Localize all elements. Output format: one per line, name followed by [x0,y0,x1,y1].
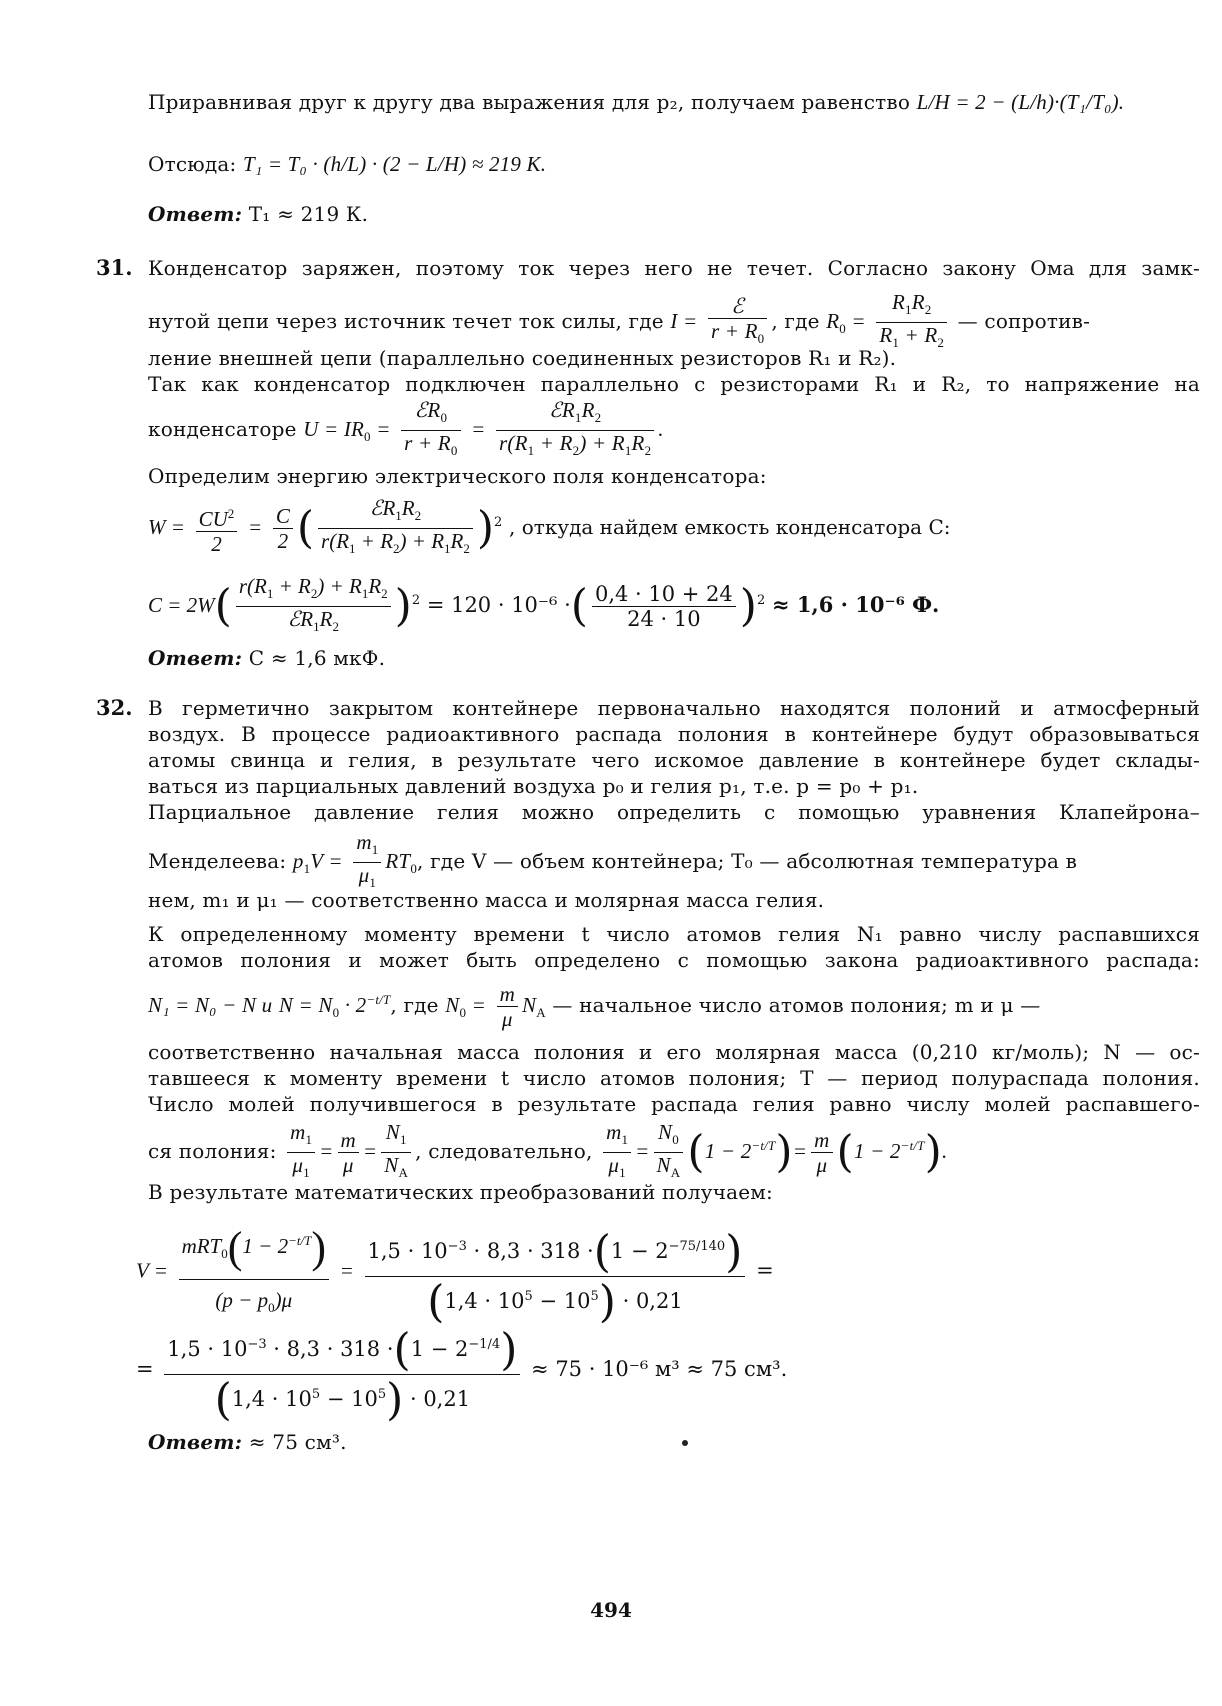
page-number: 494 [590,1598,632,1622]
p31-line-2-a: нутой цепи через источник течет ток силы, где [148,309,664,334]
p32-line-6: Менделеева: $p_1V$ = $\frac{m_1}{\mu_1}$ $RT_0$, где V — объем контейнера; T₀ — абсолютная температура в [148,830,1078,891]
p31-line-2-c: — сопротив- [957,309,1091,334]
p32-line-12: тавшееся к моменту времени t число атомов полония; T — период полураспада полония. [148,1066,1200,1090]
p32-line-3: атомы свинца и гелия, в результате чего искомое давление в контейнере будет склады- [148,748,1200,772]
volume-equation-2: = $\frac{1,5 \cdot 10^{-3} \cdot 8,3 \cdot 318 \cdot(1 - 2^{-1/4})}{(1,4 \cdot 10^5 - 10^5) \cdot 0,21}$ ≈ 75 · 10⁻⁶ м³ ≈ 75 см³. [136,1320,787,1421]
capacitance-value: = 120 · 10⁻⁶ · [426,593,571,618]
p32-line-10-c: — начальное число атомов полония; m и μ — [552,993,1041,1017]
volume-equation-1: V = $\frac{mRT_0(1 - 2^{-t/T})}{(p - p_0)\mu}$ = $\frac{1,5 \cdot 10^{-3} \cdot 8,3 \cdot 318 \cdot(1 - 2^{-75/140})}{(1,4 \cdot 10^5 - 10^5) \cdot 0,21}$ = [136,1216,774,1328]
p31-line-5: конденсаторе $U = IR_0$ = $\frac{ℰR_0}{r + R_0}$ = $\frac{ℰR_1R_2}{r(R_1 + R_2) + R_1R_2}$ . [148,398,664,459]
p32-line-7: нем, m₁ и μ₁ — соответственно масса и молярная масса гелия. [148,888,825,912]
r0-fraction: $\frac{R_1R_2}{R_1 + R_2}$ [876,290,947,355]
p31-line-3: ление внешней цепи (параллельно соединенных резисторов R₁ и R₂). [148,346,897,370]
p31-answer-label: Ответ: [148,646,243,670]
p32-line-14: ся полония: $\frac{m_1}{\mu_1}$ = $\frac{m}{\mu}$ = $\frac{N_1}{N_A}$ , следовательно, $\frac{m_1}{\mu_1}$ = $\frac{N_0}{N_A}$ $(1 - 2^{-t/T})=$ $\frac{m}{\mu}$ $(1 - 2^{-t/T})$. [148,1120,948,1181]
p32-line-9: атомов полония и может быть определено с помощью закона радиоактивного распада: [148,948,1200,972]
p31-line-2: нутой цепи через источник течет ток силы, где I = $\frac{\text{ℰ}}{r + R_0}$ , где $R_0$ = $\frac{R_1R_2}{R_1 + R_2}$ — сопротив- [148,290,1200,355]
capacitance-equation: C = 2W( $\frac{r(R_1 + R_2) + R_1R_2}{ℰR_1R_2}$ )$^2$ = 120 · 10⁻⁶ ·( $\frac{0,4 \cdot 10 + 24}{24 \cdot 10}$ )$^2$ ≈ 1,6 · 10⁻⁶ Ф. [148,574,940,635]
problem-32-number: 32. [96,695,133,720]
t1-formula: T₁ = T₀ · (h/L) · (2 − L/H) ≈ 219 К. [243,152,547,176]
p32-line-14-a: ся полония: [148,1139,277,1164]
p32-line-6-b: , где V — объем контейнера; T₀ — абсолютная температура в [417,849,1078,874]
top-answer [148,200,1200,228]
p31-line-7-b: , откуда найдем емкость конденсатора C: [509,515,951,540]
p32-answer-label: Ответ: [148,1430,243,1454]
p32-line-11: соответственно начальная масса полония и его молярная масса (0,210 кг/моль); N — ос- [148,1040,1200,1064]
p32-line-4: ваться из парциальных давлений воздуха p₀ и гелия p₁, т.е. p = p₀ + p₁. [148,774,919,798]
p32-line-10-a: N₁ = N₀ − N и [148,993,273,1017]
p32-line-15: В результате математических преобразований получаем: [148,1180,773,1204]
p32-line-2: воздух. В процессе радиоактивного распада полония в контейнере будут образовываться [148,722,1200,746]
p32-line-10-b: , где [390,993,439,1017]
p32-line-8: К определенному моменту времени t число атомов гелия N₁ равно числу распавшихся [148,922,1200,946]
p31-line-1: Конденсатор заряжен, поэтому ток через него не течет. Согласно закону Ома для замк- [148,256,1200,280]
top-line-1-text: Приравнивая друг к другу два выражения для p₂, получаем равенство [148,90,911,114]
p31-line-5-a: конденсаторе [148,417,297,442]
problem-31-number: 31. [96,255,133,280]
top-line-1-formula: L/H = 2 − (L/h)·(T₁/T₀). [916,90,1125,114]
p32-line-10: N₁ = N₀ − N и $N = N_0 \cdot 2^{-t/T}$, где $N_0$ = $\frac{m}{\mu}$ $N_A$ — начальное число атомов полония; m и μ — [148,982,1041,1031]
p32-line-6-a: Менделеева: [148,849,287,874]
p32-answer [148,1428,1200,1456]
p32-answer-value: ≈ 75 см³. [248,1430,347,1454]
answer-value: T₁ ≈ 219 К. [248,202,369,226]
p31-answer-value: C ≈ 1,6 мкФ. [248,646,386,670]
print-speck [682,1440,688,1446]
p32-line-1: В герметично закрытом контейнере первоначально находятся полоний и атмосферный [148,696,1200,720]
p31-answer [148,644,1200,672]
current-fraction: $\frac{\text{ℰ}}{r + R_0}$ [708,294,767,351]
p32-line-14-b: , следовательно, [415,1139,593,1164]
volume-result: ≈ 75 · 10⁻⁶ м³ ≈ 75 см³. [531,1356,788,1381]
answer-label: Ответ: [148,202,243,226]
p31-line-4: Так как конденсатор подключен параллельно с резисторами R₁ и R₂, то напряжение на [148,372,1200,396]
p32-line-5: Парциальное давление гелия можно определить с помощью уравнения Клапейрона– [148,800,1200,824]
energy-equation: W = $\frac{CU^2}{2}$ = $\frac{C}{2}$ ( $\frac{ℰR_1R_2}{r(R_1 + R_2) + R_1R_2}$ )$^2$ , откуда найдем емкость конденсатора C: [148,496,951,557]
p32-line-13: Число молей получившегося в результате распада гелия равно числу молей распавшего- [148,1092,1200,1116]
top-line-2 [148,150,1200,178]
p31-line-6: Определим энергию электрического поля конденсатора: [148,464,767,488]
otsyuda-label: Отсюда: [148,152,237,176]
p31-line-2-b: , где [771,309,820,334]
top-line-1 [148,88,1200,116]
capacitance-result: ≈ 1,6 · 10⁻⁶ Ф. [771,592,940,618]
